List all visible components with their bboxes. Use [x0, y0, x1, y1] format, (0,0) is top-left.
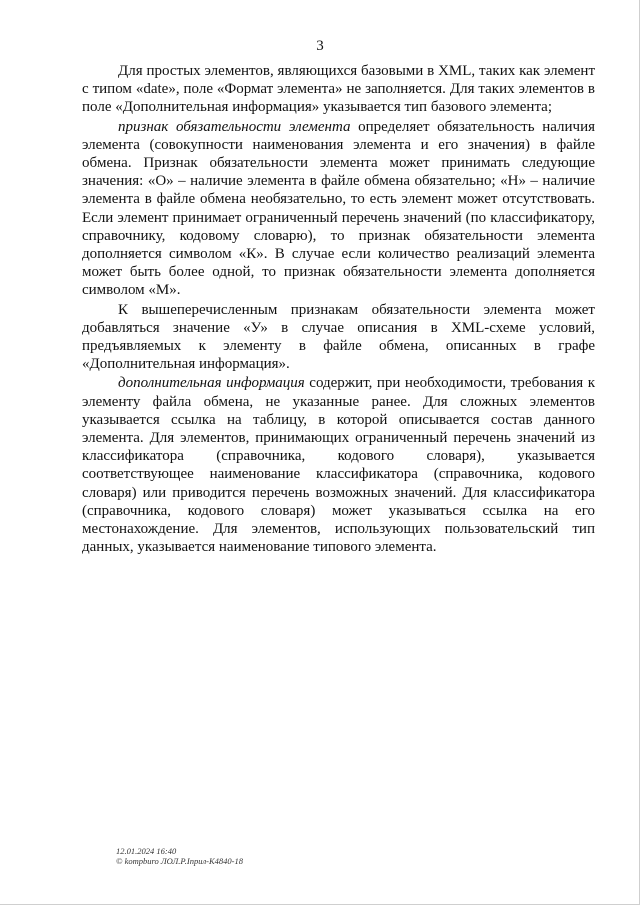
paragraph-3-text: К вышеперечисленным признакам обязательности элемента может добавляться значение «У» в случае описания в XML-схеме условий, предъявляемых к элементу в файле обмена, описанных в графе «Дополнительная информация».	[82, 301, 595, 373]
body-text	[82, 62, 595, 556]
paragraph-4	[82, 374, 595, 556]
paragraph-1	[82, 62, 595, 117]
paragraph-3	[82, 301, 595, 374]
footer-stamp	[116, 846, 243, 866]
footer-source: © kompburo ЛОЛ.Р.Iприл-К4840-18	[116, 856, 243, 866]
paragraph-2-text: определяет обязательность наличия элемента (совокупности наименования элемента и его значения) в файле обмена. Признак обязательности элемента может принимать следующие значения: «О» – наличие элемента в файле обмена обязательно; «Н» – наличие элемента в файле обмена необязательно, то есть элемент может отсутствовать. Если элемент принимает ограниченный перечень значений (по классификатору, справочнику, кодовому словарю), то признак обязательности элемента дополняется символом «К». В случае если количество реализаций элемента может быть более одной, то признак обязательности элемента дополняется символом «М».	[82, 118, 595, 299]
paragraph-4-term: дополнительная информация	[118, 375, 305, 392]
page-number: 3	[316, 38, 324, 54]
paragraph-2	[82, 118, 595, 300]
paragraph-4-text: содержит, при необходимости, требования к элементу файла обмена, не указанные ранее. Для сложных элементов указывается ссылка на таблицу, в которой описывается состав данного элемента. Для элементов, принимающих ограниченный перечень значений из классификатора (справочника, кодового словаря), указывается соответствующее наименование классификатора (справочника, кодового словаря) или приводится перечень возможных значений. Для классификатора (справочника, кодового словаря) может указываться ссылка на его местонахождение. Для элементов, использующих пользовательский тип данных, указывается наименование типового элемента.	[82, 375, 595, 556]
footer-timestamp: 12.01.2024 16:40	[116, 846, 177, 856]
paragraph-1-text: Для простых элементов, являющихся базовыми в XML, таких как элемент с типом «date», поле «Формат элемента» не заполняется. Для таких элементов в поле «Дополнительная информация» указывается тип базового элемента;	[82, 63, 595, 116]
paragraph-2-term: признак обязательности элемента	[118, 118, 351, 135]
